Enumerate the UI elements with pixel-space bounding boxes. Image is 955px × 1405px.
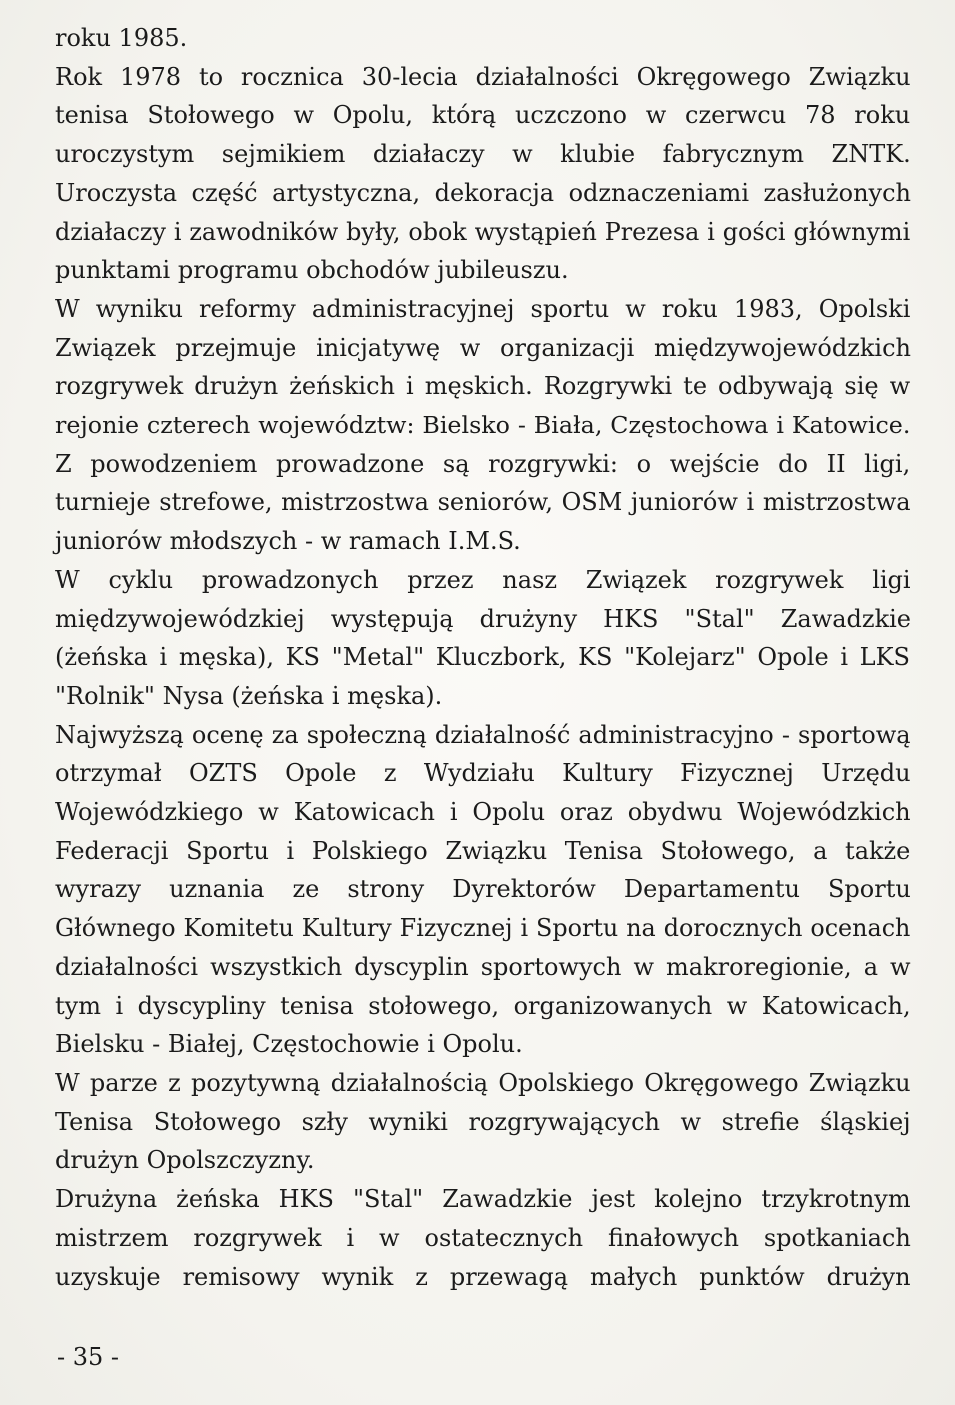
text-line: uroczystym sejmikiem działaczy w klubie fabrycznym ZNTK.	[55, 140, 911, 169]
text-line: uzyskuje remisowy wynik z przewagą małych punktów drużyn	[55, 1262, 911, 1291]
text-line: turnieje strefowe, mistrzostwa seniorów, OSM juniorów i mistrzostwa	[55, 488, 911, 517]
text-line: Federacji Sportu i Polskiego Związku Tenisa Stołowego, a także	[55, 836, 911, 865]
text-line: Uroczysta część artystyczna, dekoracja odznaczeniami zasłużonych	[55, 178, 911, 207]
text-line: działalności wszystkich dyscyplin sportowych w makroregionie, a w	[55, 952, 911, 981]
text-line: Wojewódzkiego w Katowicach i Opolu oraz obydwu Wojewódzkich	[55, 798, 911, 827]
text-line: W cyklu prowadzonych przez nasz Związek rozgrywek ligi	[55, 565, 911, 594]
text-line: W wyniku reformy administracyjnej sportu w roku 1983, Opolski	[55, 294, 911, 323]
text-line: Najwyższą ocenę za społeczną działalność administracyjno - sportową	[55, 720, 911, 749]
page-number: - 35 -	[57, 1343, 120, 1371]
text-line: rejonie czterech województw: Bielsko - Biała, Częstochowa i Katowice.	[55, 411, 911, 440]
text-line: rozgrywek drużyn żeńskich i męskich. Rozgrywki te odbywają się w	[55, 372, 911, 401]
text-line: międzywojewódzkiej występują drużyny HKS "Stal" Zawadzkie	[55, 604, 911, 633]
text-line: Rok 1978 to rocznica 30-lecia działalności Okręgowego Związku	[55, 62, 911, 91]
text-line: Drużyna żeńska HKS "Stal" Zawadzkie jest kolejno trzykrotnym	[55, 1185, 911, 1214]
text-line: Głównego Komitetu Kultury Fizycznej i Sportu na dorocznych ocenach	[55, 914, 911, 943]
text-line: Bielsku - Białej, Częstochowie i Opolu.	[55, 1030, 523, 1059]
text-line: W parze z pozytywną działalnością Opolskiego Okręgowego Związku	[55, 1068, 911, 1097]
text-line: tym i dyscypliny tenisa stołowego, organizowanych w Katowicach,	[55, 991, 911, 1020]
text-line: (żeńska i męska), KS "Metal" Kluczbork, KS "Kolejarz" Opole i LKS	[55, 643, 910, 672]
text-line: juniorów młodszych - w ramach I.M.S.	[55, 527, 521, 556]
text-line: roku 1985.	[55, 24, 188, 52]
text-line: punktami programu obchodów jubileuszu.	[55, 256, 569, 285]
text-line: "Rolnik" Nysa (żeńska i męska).	[55, 681, 443, 710]
text-line: działaczy i zawodników były, obok wystąpień Prezesa i gości głównymi	[55, 217, 911, 246]
text-line: tenisa Stołowego w Opolu, którą uczczono w czerwcu 78 roku	[55, 101, 911, 130]
text-line: Z powodzeniem prowadzone są rozgrywki: o wejście do II ligi,	[55, 449, 911, 478]
text-line: Tenisa Stołowego szły wyniki rozgrywających w strefie śląskiej	[55, 1107, 911, 1136]
text-line: mistrzem rozgrywek i w ostatecznych finałowych spotkaniach	[55, 1223, 911, 1252]
text-line: wyrazy uznania ze strony Dyrektorów Departamentu Sportu	[55, 875, 911, 904]
text-line: otrzymał OZTS Opole z Wydziału Kultury Fizycznej Urzędu	[55, 759, 911, 788]
body-text	[55, 19, 912, 1296]
text-line: drużyn Opolszczyzny.	[55, 1146, 315, 1175]
text-line: Związek przejmuje inicjatywę w organizacji międzywojewódzkich	[55, 333, 911, 362]
